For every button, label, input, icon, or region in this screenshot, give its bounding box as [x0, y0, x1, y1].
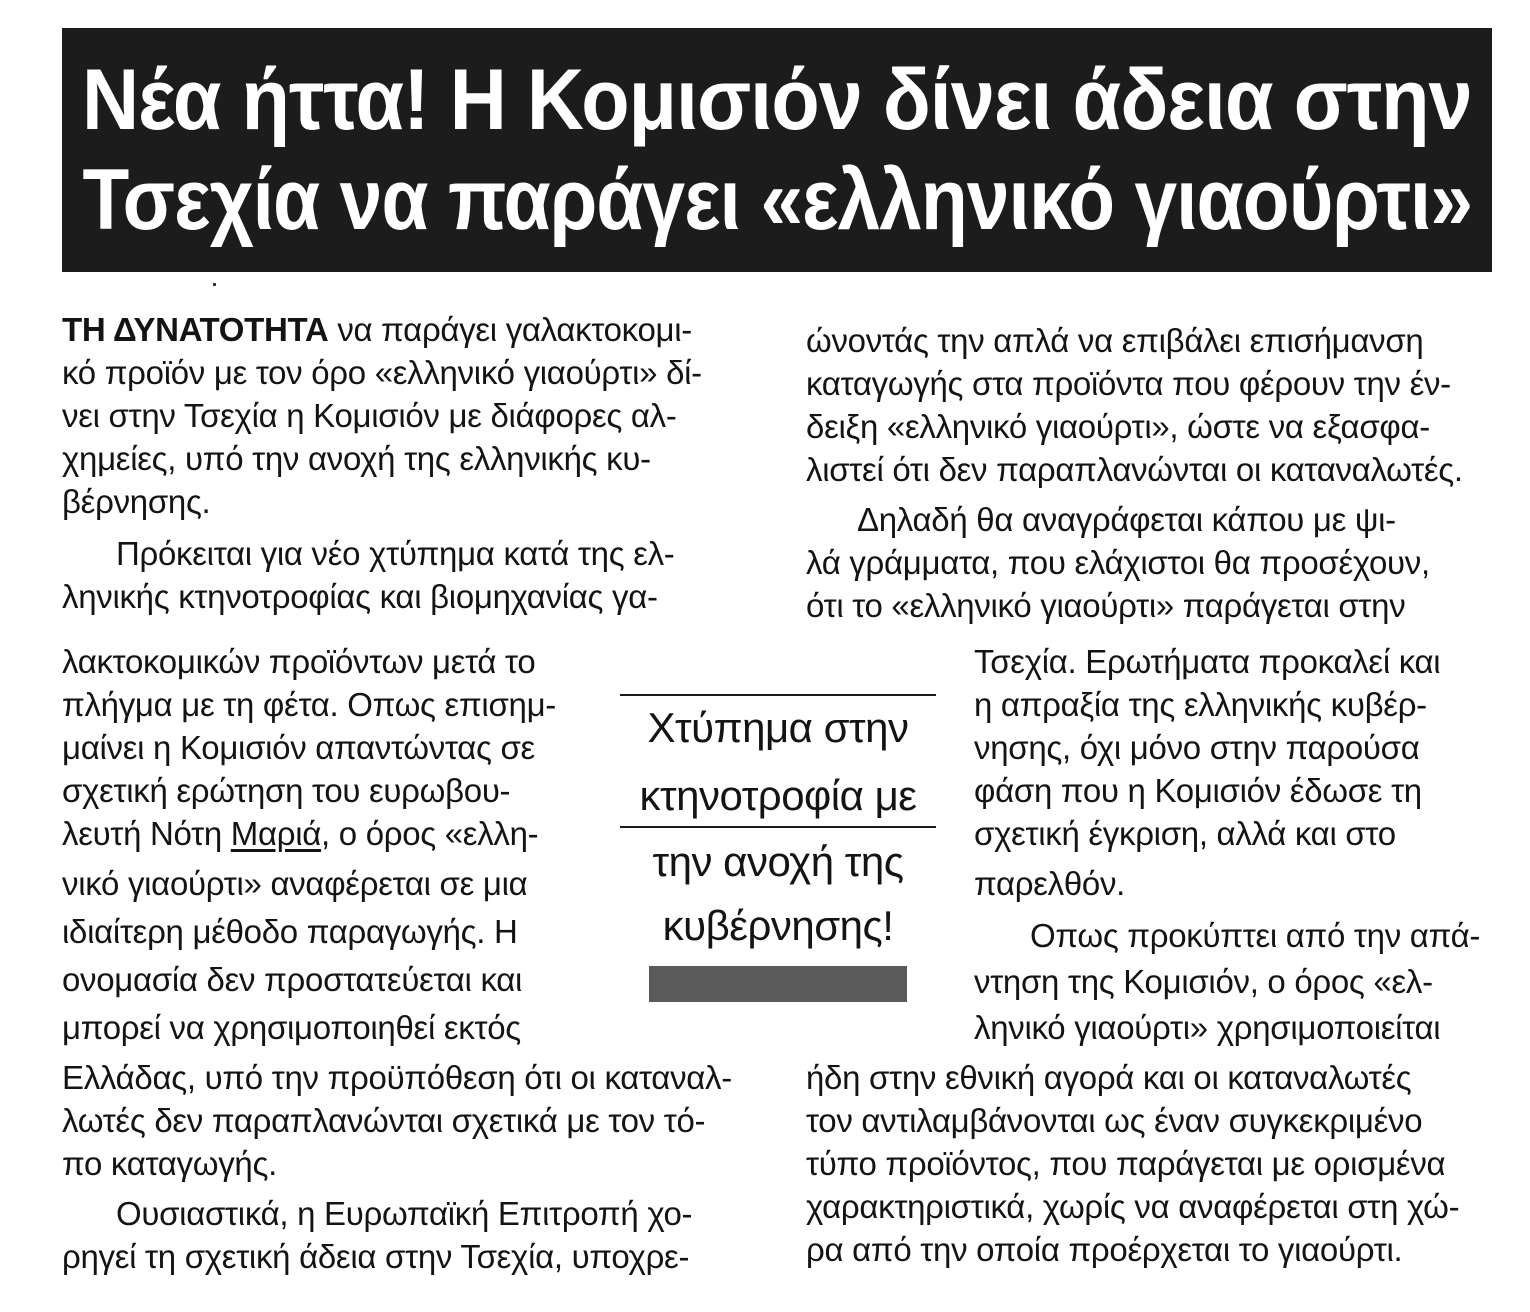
pull-quote-gray-bar: [649, 966, 907, 1002]
body-line: νει στην Τσεχία η Κομισιόν με διάφορες αλ-: [62, 397, 677, 434]
body-line: Ελλάδας, υπό την προϋπόθεση ότι οι καταναλ-: [62, 1059, 732, 1096]
body-line: λωτές δεν παραπλανώνται σχετικά με τον τό-: [62, 1102, 706, 1139]
body-line: τύπο προϊόντος, που παράγεται με ορισμένα: [806, 1145, 1446, 1182]
body-line: [62, 812, 538, 856]
underlined-name: Μαριά: [230, 815, 322, 852]
body-line: Οπως προκύπτει από την απά-: [1030, 917, 1481, 954]
body-line: Πρόκειται για νέο χτύπημα κατά της ελ-: [116, 535, 675, 572]
body-line: νικό γιαούρτι» αναφέρεται σε μια: [62, 865, 528, 902]
body-line: κό προϊόν με τον όρο «ελληνικό γιαούρτι» δί-: [62, 354, 702, 391]
body-line: Ουσιαστικά, η Ευρωπαϊκή Επιτροπή χο-: [116, 1195, 693, 1232]
lead-line-rest: να παράγει γαλακτοκομι-: [328, 311, 692, 348]
pull-quote-line: κυβέρνησης!: [662, 902, 894, 949]
body-line: Δηλαδή θα αναγράφεται κάπου με ψι-: [857, 501, 1396, 538]
body-line: τον αντιλαμβάνονται ως έναν συγκεκριμένο: [806, 1102, 1423, 1139]
body-line: ώνοντάς την απλά να επιβάλει επισήμανση: [806, 322, 1424, 359]
body-line: Τσεχία. Ερωτήματα προκαλεί και: [974, 643, 1441, 680]
body-line: ότι το «ελληνικό γιαούρτι» παράγεται στην: [806, 587, 1406, 624]
line-text: , ο όρος «ελλη-: [321, 815, 539, 852]
body-line: λιστεί ότι δεν παραπλανώνται οι καταναλωτές.: [806, 451, 1463, 488]
print-speck: [213, 283, 216, 286]
body-line: λά γράμματα, που ελάχιστοι θα προσέχουν,: [806, 544, 1430, 581]
body-line: δειξη «ελληνικό γιαούρτι», ώστε να εξασφα-: [806, 408, 1430, 445]
body-line: ληνικό γιαούρτι» χρησιμοποιείται: [974, 1009, 1441, 1046]
body-line: η απραξία της ελληνικής κυβέρ-: [974, 686, 1427, 723]
body-line: φάση που η Κομισιόν έδωσε τη: [974, 772, 1422, 809]
body-line: πλήγμα με τη φέτα. Οπως επισημ-: [62, 686, 556, 723]
headline-line-2: Τσεχία να παράγει «ελληνικό γιαούρτι»: [82, 152, 1472, 248]
pull-quote-line: Χτύπημα στην: [647, 704, 909, 751]
body-line: πο καταγωγής.: [62, 1145, 277, 1182]
body-line: σχετική έγκριση, αλλά και στο: [974, 815, 1396, 852]
body-line: νησης, όχι μόνο στην παρούσα: [974, 729, 1420, 766]
headline-banner: [62, 28, 1492, 272]
body-line: ρα από την οποία προέρχεται το γιαούρτι.: [806, 1231, 1403, 1268]
line-text: λευτή Νότη: [62, 815, 231, 852]
pull-quote-middle-rule: [620, 826, 936, 828]
body-line: παρελθόν.: [974, 865, 1126, 902]
pull-quote-line: την ανοχή της: [652, 838, 904, 885]
body-line: χαρακτηριστικά, χωρίς να αναφέρεται στη χώ-: [806, 1188, 1460, 1225]
body-line: χημείες, υπό την ανοχή της ελληνικής κυ-: [62, 440, 651, 477]
body-line: σχετική ερώτηση του ευρωβου-: [62, 772, 511, 809]
body-line: ρηγεί τη σχετική άδεια στην Τσεχία, υποχρε-: [62, 1238, 690, 1275]
body-line: λακτοκομικών προϊόντων μετά το: [62, 643, 536, 680]
pull-quote-top-rule: [620, 694, 936, 696]
body-line: μπορεί να χρησιμοποιηθεί εκτός: [62, 1009, 521, 1046]
headline-line-1: Νέα ήττα! Η Κομισιόν δίνει άδεια στην: [82, 52, 1472, 148]
body-line: ληνικής κτηνοτροφίας και βιομηχανίας γα-: [62, 578, 658, 615]
body-line: ντηση της Κομισιόν, ο όρος «ελ-: [974, 963, 1433, 1000]
body-line: μαίνει η Κομισιόν απαντώντας σε: [62, 729, 535, 766]
body-line: ονομασία δεν προστατεύεται και: [62, 961, 523, 998]
lead-words: ΤΗ ΔΥΝΑΤΟΤΗΤΑ: [62, 311, 329, 348]
body-line: [62, 308, 692, 352]
body-line: ήδη στην εθνική αγορά και οι καταναλωτές: [806, 1059, 1412, 1096]
body-line: βέρνησης.: [62, 483, 211, 520]
body-line: ιδιαίτερη μέθοδο παραγωγής. Η: [62, 913, 518, 950]
pull-quote-line: κτηνοτροφία με: [639, 772, 917, 819]
body-line: καταγωγής στα προϊόντα που φέρουν την έν-: [806, 365, 1451, 402]
